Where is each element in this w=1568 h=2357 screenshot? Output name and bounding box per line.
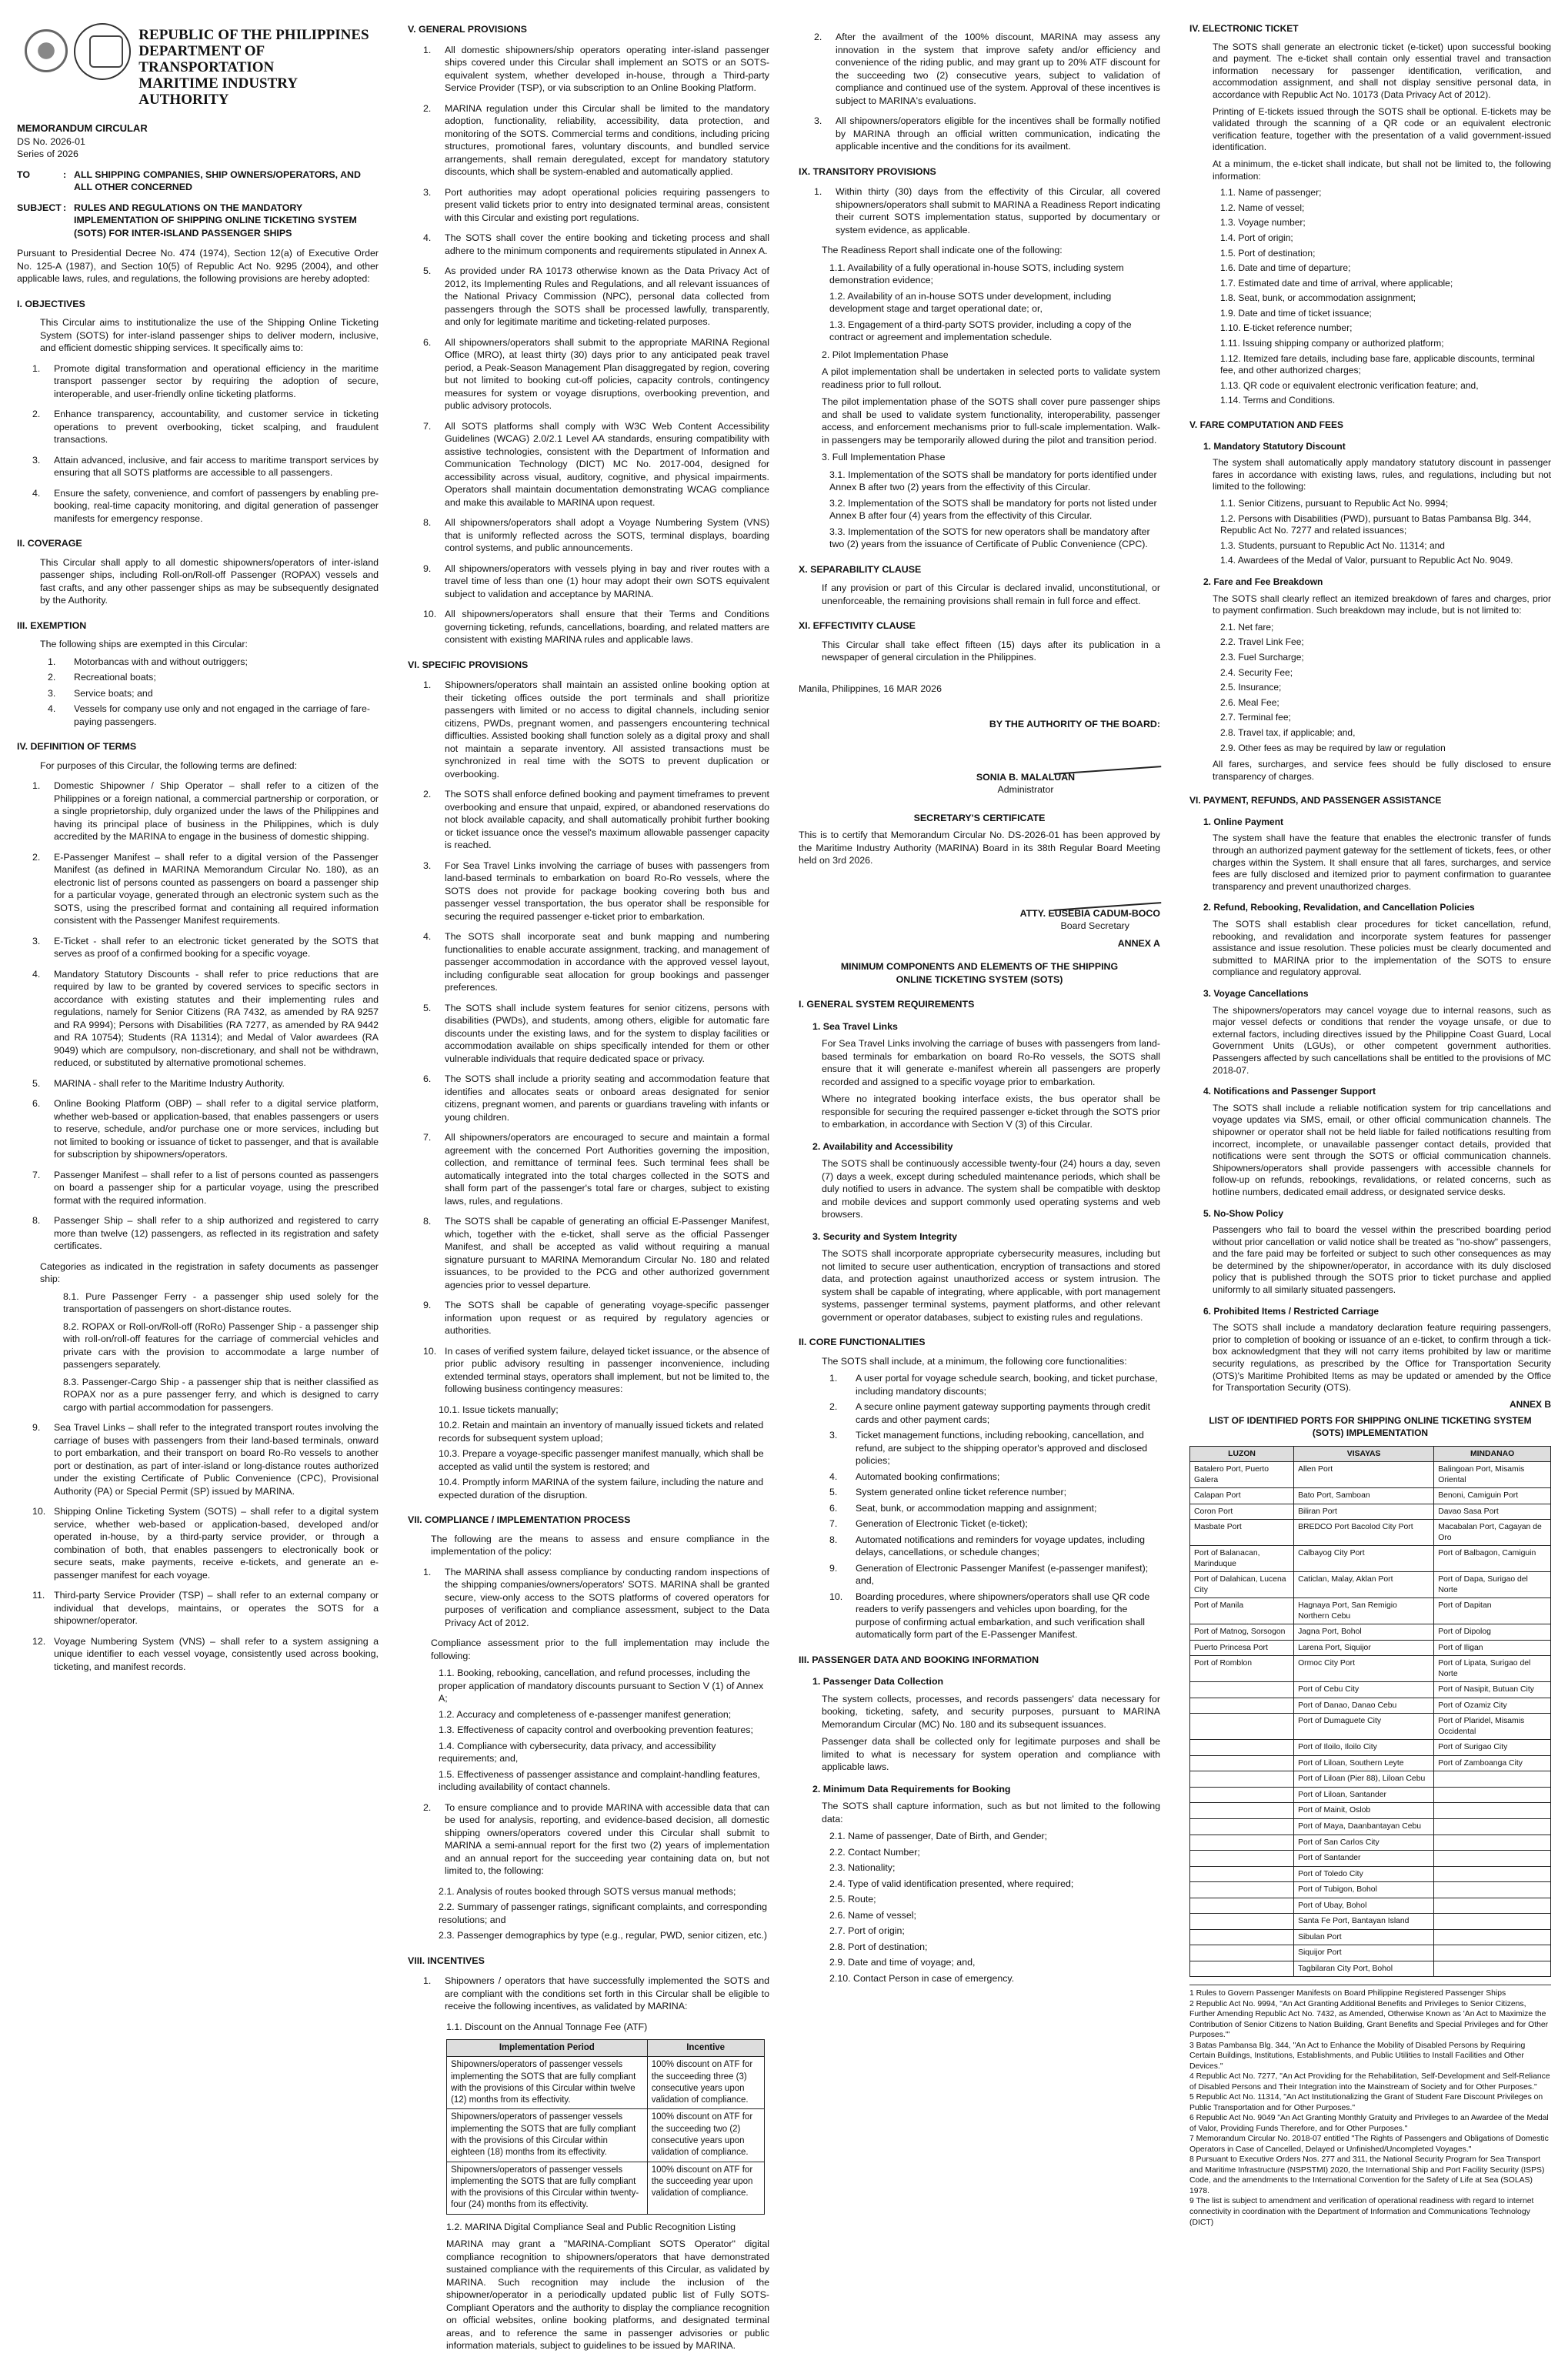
intro-paragraph: Pursuant to Presidential Decree No. 474 (1974), Section 12(a) of Executive Order No. 125-A (1987), and Section 10(5) of Republic Act No. 9295 (2004), and other applicable laws, rules, and regulations, the following provisions are hereby adopted: [17,248,379,285]
port-cell: Port of Balbagon, Camiguin [1434,1546,1551,1572]
port-cell [1190,1682,1294,1698]
atf-incentive-table: Implementation Period Incentive Shipowners/operators of passenger vessels implementing the SOTS that are fully compliant with the provisions of this Circular within twelve (12) months from its effectivity. 100% discount on ATF for the succeeding three (3) consecutive years upon validation of compliance. Shipowners/operators of passenger vessels implementing the SOTS that are fully compliant with the provisions of this Circular within eighteen (18) months from its effectivity. 100% discount on ATF for the succeeding two (2) consecutive years upon validation of compliance. Shipowners/operators of passenger vessels implementing the SOTS that are fully compliant with the provisions of this Circular within twenty-four (24) months from its effectivity. 100% discount on ATF for the succeeding year upon validation of compliance. [446,2039,765,2215]
table-row [1190,1803,1551,1819]
port-cell: Tagbilaran City Port, Bohol [1294,1961,1434,1977]
section-definitions: IV. DEFINITION OF TERMS [17,741,137,753]
port-cell [1190,1851,1294,1867]
port-cell [1434,1961,1551,1977]
port-cell: Port of Maya, Daanbantayan Cebu [1294,1819,1434,1835]
section-general-provisions: V. GENERAL PROVISIONS [408,24,527,35]
port-cell: Port of Dapa, Surigao del Norte [1434,1572,1551,1598]
footnote: 6 Republic Act No. 9049 "An Act Granting Monthly Gratuity and Privileges to an Awardee of the Medal of Valor, Providing Funds Therefore, and for Other Purposes." [1189,2114,1549,2133]
port-cell: Port of Ubay, Bohol [1294,1898,1434,1914]
port-cell: Port of Santander [1294,1851,1434,1867]
port-cell: Bato Port, Samboan [1294,1488,1434,1504]
port-cell: Masbate Port [1190,1520,1294,1546]
table-row [1190,1945,1551,1961]
agency-name: REPUBLIC OF THE PHILIPPINES DEPARTMENT OF TRANSPORTATION MARITIME INDUSTRY AUTHORITY [138,27,369,108]
table-row [1190,1520,1551,1546]
table-row [1190,1714,1551,1740]
table-row [1190,1851,1551,1867]
column-2: V. GENERAL PROVISIONS 1. All domestic shipowners/ship operators operating inter-island passenger ships covered under this Circular shall implement an SOTS or an SOTS-equivalent system, whether developed in-house, through a Third-party Service Provider (TSP), or via subscription to an Online Booking Platform. 2. MARINA regulation under this Circular shall be limited to the mandatory adoption, functionality, reliability, accessibility, data protection, and monitoring of the SOTS. Commercial terms and conditions, including pricing structures, promotional fares, voluntary discounts, and bundled service arrangements, shall remain deregulated, except for mandatory statutory discounts, which shall be system-enabled and automatically applied. 3. Port authorities may adopt operational policies requiring passengers to present valid tickets prior to entry into designated terminal areas, consistent with this Circular and existing port regulations. 4. The SOTS shall cover the entire booking and ticketing process and shall adhere to the minimum components and requirements stipulated in Annex A. 5. As provided under RA 10173 otherwise known as the Data Privacy Act of 2012, its Implementing Rules and Regulations, and all relevant issuances of the National Privacy Commission (NPC), personal data collected from passengers through the SOTS shall be processed lawfully, transparently, and only for legitimate maritime and ticketing-related purposes. 6. All shipowners/operators shall submit to the appropriate MARINA Regional Office (MRO), at least thirty (30) days prior to any anticipated peak travel period, a Peak-Season Management Plan disaggregated by region, covering but not limited to booking cut-off policies, capacity controls, contingency measures for system or voyage disruptions, overbooking prevention, and public advisory protocols. 7. All SOTS platforms shall comply with W3C Web Content Accessibility Guidelines (WCAG) 2.0/2.1 Level AA standards, ensuring compatibility with assistive technologies, consistent with the Department of Information and Communication Technology (DICT) MC No. 2017-004, designed for accessibility across visual, auditory, cognitive, and physical impairments. Operators shall maintain documentation demonstrating WCAG compliance and make this available to MARINA upon request. 8. All shipowners/operators shall adopt a Voyage Numbering System (VNS) that is uniformly reflected across the SOTS, terminal displays, boarding control systems, and public announcements. 9. All shipowners/operators with vessels plying in bay and river routes with a travel time of less than one (1) hour may adopt their own SOTS equivalent subject to validation and acceptance by MARINA. 10. All shipowners/operators shall ensure that their Terms and Conditions governing ticketing, refunds, cancellations, boarding, and related matters are consistent with existing MARINA rules and applicable laws. VI. SPECIFIC PROVISIONS 1. Shipowners/operators shall maintain an assisted online booking option at their ticketing offices outside the port terminals and shall prioritize passengers with limited or no access to digital channels, including senior citizens, PWDs, pregnant women, and passengers encountering technical difficulties. Assisted booking shall function solely as a digital proxy and shall not maintain a separate inventory. All assisted transactions must be synchronized in real time with the SOTS to prevent duplication or overbooking. 2. The SOTS shall enforce defined booking and payment timeframes to prevent overbooking and ensure that unpaid, expired, or abandoned reservations do not block available capacity, and shall automatically prohibit further booking or ticket issuance once the vessel's maximum allowable passenger capacity is reached. 3. For Sea Travel Links involving the carriage of buses with passengers from land-based terminals to embarkation on board Ro-Ro vessels, where the SOTS does not provide for package booking covering both bus and passenger vessel transportation, the bus operator shall be responsible for securing the required passenger e-ticket prior to embarkation. 4. The SOTS shall incorporate seat and bunk mapping and numbering functionalities to enable accurate assignment, tracking, and management of passenger accommodation in accordance with the approved vessel layout, including configurable seat allocation for group bookings and passenger preferences. 5. The SOTS shall include system features for senior citizens, persons with disabilities (PWDs), and students, among others, eligible for automatic fare discounts under the existing laws, and for the system to display facilities or accommodation available on ships specifically intended for them or other vulnerable individuals that require dedicated space or privacy. 6. The SOTS shall include a priority seating and accommodation feature that identifies and allocates seats or onboard areas designated for senior citizens, pregnant women, and parents or guardians traveling with infants or young children. 7. All shipowners/operators are encouraged to secure and maintain a formal agreement with the concerned Port Authorities governing the imposition, collection, and remittance of terminal fees. Such terminal fees shall be automatically integrated into the total charges collected in the SOTS and shall form part of the passenger's total fare or charges, subject to existing laws, rules, and regulations. 8. The SOTS shall be capable of generating an official E-Passenger Manifest, which, together with the e-ticket, shall serve as the official Passenger Manifest, and shall be accepted as valid without requiring a manual signature pursuant to MARINA Memorandum Circular No. 180 and related issuances, to be provided to the PCG and other authorized government agencies prior to vessel departure. 9. The SOTS shall be capable of generating voyage-specific passenger information upon request or as required by regulatory agencies or authorities. 10. In cases of verified system failure, delayed ticket issuance, or the absence of prior public advisory resulting in passenger inconvenience, including extended terminal stays, operators shall implement, but not be limited to, the following business contingency measures: 10.1. Issue tickets manually; 10.2. Retain and maintain an inventory of manually issued tickets and related records for subsequent system upload; 10.3. Prepare a voyage-specific passenger manifest manually, which shall be accepted as valid until the system is restored; and 10.4. Promptly inform MARINA of the system failure, including the nature and expected duration of the disruption. VII. COMPLIANCE / IMPLEMENTATION PROCESS The following are the means to assess and ensure compliance in the implementation of the policy: 1. The MARINA shall assess compliance by conducting random inspections of the shipping companies/owners/operators' SOTS. MARINA shall be granted secure, view-only access to the SOTS platforms of covered operators for purposes of verification and compliance assessment, subject to the Data Privacy Act of 2012. Compliance assessment prior to the full implementation may include the following: 1.1. Booking, rebooking, cancellation, and refund processes, including the proper application of mandatory discounts pursuant to Section V (1) of Annex A; 1.2. Accuracy and completeness of e-passenger manifest generation; 1.3. Effectiveness of capacity control and overbooking prevention features; 1.4. Compliance with cybersecurity, data privacy, and accessibility requirements; and, 1.5. Effectiveness of passenger assistance and complaint-handling features, including availability of contact channels. 2. To ensure compliance and to provide MARINA with accessible data that can be used for analysis, reporting, and evidence-based decision, all domestic shipping owners/operators covered under this Circular shall submit to MARINA a semi-annual report for the first two (2) years of implementation and an annual report for the succeeding year containing data on, but not limited to, the following: 2.1. Analysis of routes booked through SOTS versus manual methods; 2.2. Summary of passenger ratings, significant complaints, and corresponding resolutions; and 2.3. Passenger demographics by type (e.g., regular, PWD, senior citizen, etc.) VIII. INCENTIVES 1. Shipowners / operators that have successfully implemented the SOTS and are compliant with the conditions set forth in this Circular shall be eligible to receive the following incentives, as validated by MARINA: 1.1. Discount on the Annual Tonnage Fee (ATF) Implementation Period Incentive Shipowners/operators of passenger vessels implementing the SOTS that are fully compliant with the provisions of this Circular within twelve (12) months from its effectivity. 100% discount on ATF for the succeeding three (3) consecutive years upon validation of compliance. Shipowners/operators of passenger vessels implementing the SOTS that are fully compliant with the provisions of this Circular within eighteen (18) months from its effectivity. 100% discount on ATF for the succeeding two (2) consecutive years upon validation of compliance. Shipowners/operators of passenger vessels implementing the SOTS that are fully compliant with the provisions of this Circular within twenty-four (24) months from its effectivity. 100% discount on ATF for the succeeding year upon validation of compliance. 1.2. MARINA Digital Compliance Seal and Public Recognition Listing MARINA may grant a "MARINA-Compliant SOTS Operator" digital compliance recognition to shipowners/operators that have demonstrated sustained compliance with the requirements of this Circular, as validated by MARINA. Such recognition may include the inclusion of the shipowner/operator in a periodically updated public list of Fully SOTS-Compliant Operators and the authority to display the compliance recognition on official websites, online booking platforms, and designated terminal areas, and to reference the same in passenger advisories or public information materials, subject to guidelines to be issued by MARINA. [408,24,769,2352]
table-row [1190,1624,1551,1641]
port-cell: Port of Plaridel, Misamis Occidental [1434,1714,1551,1740]
annex-b-title: LIST OF IDENTIFIED PORTS FOR SHIPPING ONLINE TICKETING SYSTEM (SOTS) IMPLEMENTATION [1209,1415,1532,1438]
port-cell: Biliran Port [1294,1504,1434,1520]
port-cell [1190,1929,1294,1945]
port-cell [1434,1866,1551,1882]
port-cell [1190,1819,1294,1835]
port-cell: Hagnaya Port, San Remigio Northern Cebu [1294,1598,1434,1624]
port-cell: Port of Dipolog [1434,1624,1551,1641]
port-cell [1190,1714,1294,1740]
column-1: REPUBLIC OF THE PHILIPPINES DEPARTMENT OF TRANSPORTATION MARITIME INDUSTRY AUTHORITY MEMORANDUM CIRCULAR DS No. 2026-01 Series of 2026 TO : ALL SHIPPING COMPANIES, SHIP OWNERS/OPERATORS, AND ALL OTHER CONCERNED SUBJECT : RULES AND REGULATIONS ON THE MANDATORY IMPLEMENTATION OF SHIPPING ONLINE TICKETING SYSTEM (SOTS) FOR INTER-ISLAND PASSENGER SHIPS Pursuant to Presidential Decree No. 474 (1974), Section 12(a) of Executive Order No. 125-A (1987), and Section 10(5) of Republic Act No. 9295 (2004), and other applicable laws, rules, and regulations, the following provisions are hereby adopted: I. OBJECTIVES This Circular aims to institutionalize the use of the Shipping Online Ticketing System (SOTS) for inter-island passenger ships to deliver modern, inclusive, and efficient domestic shipping services. It specifically aims to: 1. Promote digital transformation and operational efficiency in the maritime transport passenger sector by requiring the adoption of secure, interoperable, and user-friendly online ticketing platforms. 2. Enhance transparency, accountability, and customer service in ticketing operations to prevent overbooking, ticket scalping, and fraudulent transactions. 3. Attain advanced, inclusive, and fair access to maritime transport services by ensuring that all SOTS platforms are accessible to all passengers. 4. Ensure the safety, convenience, and comfort of passengers by enabling pre-booking, real-time capacity monitoring, and digital generation of passenger manifests for emergency response. II. COVERAGE This Circular shall apply to all domestic shipowners/operators of inter-island passenger ships, including Roll-on/Roll-off Passenger (ROPAX) vessels and fast crafts, and any other passenger ships as may be subsequently designated by the Authority. III. EXEMPTION The following ships are exempted in this Circular: 1. Motorbancas with and without outriggers; 2. Recreational boats; 3. Service boats; and 4. Vessels for company use only and not engaged in the carriage of fare-paying passengers. IV. DEFINITION OF TERMS For purposes of this Circular, the following terms are defined: 1. Domestic Shipowner / Ship Operator – shall refer to a citizen of the Philippines or a foreign national, a commercial partnership or corporation, or a single proprietorship, duly organized under the laws of the Philippines and having its principal place of business in the Philippines, which is duly accredited by the MARINA to engage in the business of domestic shipping. 2. E-Passenger Manifest – shall refer to a digital version of the Passenger Manifest (as defined in MARINA Memorandum Circular No. 180), as an electronic list of persons counted as passengers on board a passenger ship for a particular voyage, generated through an electronic system such as the SOTS, using the prescribed format and containing all required information consistent with the Passenger Manifest requirements. 3. E-Ticket - shall refer to an electronic ticket generated by the SOTS that serves as proof of a confirmed booking for a specific voyage. 4. Mandatory Statutory Discounts - shall refer to price reductions that are required by law to be granted by covered services to specific sectors in accordance with existing statutes and their implementing rules and regulations, namely for Senior Citizens (RA 7432, as amended by RA 9257 and RA 9994); Persons with Disabilities (RA 7277, as amended by RA 9442 and RA 10754); Students (RA 11314); and Medal of Valor awardees (RA 9049) which are compulsory, non-discretionary, and shall not be withdrawn, reduced, or substituted by alternative promotional schemes. 5. MARINA - shall refer to the Maritime Industry Authority. 6. Online Booking Platform (OBP) – shall refer to a digital service platform, whether web-based or application-based, that enables passengers or users to reserve, schedule, and/or purchase one or more services, including but not limited to booking or issuance of ticket to passenger, and that is available for subscription by shipowners/operators. 7. Passenger Manifest – shall refer to a list of persons counted as passengers on board a passenger ship for a particular voyage, using the prescribed format with the required information. 8. Passenger Ship – shall refer to a ship authorized and registered to carry more than twelve (12) passengers, as reflected in its registration and safety certificates. Categories as indicated in the registration in safety documents as passenger ship: 8.1. Pure Passenger Ferry - a passenger ship used solely for the transportation of passengers on short-distance routes. 8.2. ROPAX or Roll-on/Roll-off (RoRo) Passenger Ship - a passenger ship with roll-on/roll-off features for the carriage of commercial vehicles and private cars with the provision to accommodate a large number of passengers separately. 8.3. Passenger-Cargo Ship - a passenger ship that is neither classified as ROPAX nor as a pure passenger ferry, and which is designed to carry cargo with partial accommodation for passengers. 9. Sea Travel Links – shall refer to the integrated transport routes involving the carriage of buses with passengers from their land-based terminals, onward to port embarkation, and their transport on board Ro-Ro vessels to another port or destination, as part of inter-island or long-distance routes authorized under the existing Certificate of Public Convenience (CPC), Provisional Authority (PA) or Special Permit (SP) issued by MARINA. 10. Shipping Online Ticketing System (SOTS) – shall refer to a digital system service, whether web-based or application-based, developed and/or operated in-house, by a third-party service provider, or through a combination of both, that enables passengers to electronically book or secure seats, make payments, receive e-tickets, and generate an e-passenger manifest for each voyage. 11. Third-party Service Provider (TSP) – shall refer to an external company or individual that develops, maintains, or operates the SOTS for a shipowner/operator. 12. Voyage Numbering System (VNS) – shall refer to a system assigning a unique identifier to each vessel voyage, consistently used across booking, ticketing, and manifest records. [17,23,379,1681]
table-row [1190,1740,1551,1756]
marina-seal-icon [74,23,132,80]
port-cell [1190,1698,1294,1714]
table-row [1190,1819,1551,1835]
port-cell: Port of Nasipit, Butuan City [1434,1682,1551,1698]
port-cell: Calapan Port [1190,1488,1294,1504]
port-cell: Port of Liloan, Southern Leyte [1294,1755,1434,1771]
port-cell [1190,1914,1294,1930]
port-cell: Calbayog City Port [1294,1546,1434,1572]
port-cell: Sibulan Port [1294,1929,1434,1945]
table-row [1190,1572,1551,1598]
port-cell: Benoni, Camiguin Port [1434,1488,1551,1504]
port-cell [1434,1787,1551,1803]
port-cell [1434,1945,1551,1961]
port-cell: Santa Fe Port, Bantayan Island [1294,1914,1434,1930]
port-cell: Port of Balanacan, Marinduque [1190,1546,1294,1572]
port-cell: Port of Ozamiz City [1434,1698,1551,1714]
table-row [1190,1835,1551,1851]
footnotes [1189,1985,1551,2228]
table-row [1190,1698,1551,1714]
port-cell [1190,1803,1294,1819]
annex-a-title: MINIMUM COMPONENTS AND ELEMENTS OF THE SHIPPING ONLINE TICKETING SYSTEM (SOTS) [840,961,1119,985]
memo-series: Series of 2026 [17,149,78,160]
column-4: IV. ELECTRONIC TICKET The SOTS shall generate an electronic ticket (e-ticket) upon successful booking and payment. The e-ticket shall contain only essential travel and transaction information necessary for passenger identification, verification, and accommodation assignment, and shall not display sensitive personal data, in accordance with Republic Act No. 10173 (Data Privacy Act of 2012). Printing of E-tickets issued through the SOTS shall be optional. E-tickets may be validated through the scanning of a QR code or an equivalent electronic verification feature, together with the presentation of a valid government-issued identification. At a minimum, the e-ticket shall indicate, but shall not be limited to, the following information: 1.1. Name of passenger; 1.2. Name of vessel; 1.3. Voyage number; 1.4. Port of origin; 1.5. Port of destination; 1.6. Date and time of departure; 1.7. Estimated date and time of arrival, where applicable; 1.8. Seat, bunk, or accommodation assignment; 1.9. Date and time of ticket issuance; 1.10. E-ticket reference number; 1.11. Issuing shipping company or authorized platform; 1.12. Itemized fare details, including base fare, applicable discounts, terminal fee, and other authorized charges; 1.13. QR code or equivalent electronic verification feature; and, 1.14. Terms and Conditions. V. FARE COMPUTATION AND FEES 1. Mandatory Statutory Discount The system shall automatically apply mandatory statutory discount in passenger fares in accordance with existing laws, rules, and regulations, including but not limited to the following: 1.1. Senior Citizens, pursuant to Republic Act No. 9994; 1.2. Persons with Disabilities (PWD), pursuant to Batas Pambansa Blg. 344, Republic Act No. 7277 and related issuances; 1.3. Students, pursuant to Republic Act No. 11314; and 1.4. Awardees of the Medal of Valor, pursuant to Republic Act No. 9049. 2. Fare and Fee Breakdown The SOTS shall clearly reflect an itemized breakdown of fares and charges, prior to payment confirmation. Such breakdown may include, but is not limited to: 2.1. Net fare; 2.2. Travel Link Fee; 2.3. Fuel Surcharge; 2.4. Security Fee; 2.5. Insurance; 2.6. Meal Fee; 2.7. Terminal fee; 2.8. Travel tax, if applicable; and, 2.9. Other fees as may be required by law or regulation All fares, surcharges, and service fees should be fully disclosed to ensure transparency of charges. VI. PAYMENT, REFUNDS, AND PASSENGER ASSISTANCE 1. Online Payment The system shall have the feature that enables the electronic transfer of funds through an authorized payment gateway for the settlement of tickets, fees, or other charges within the System. It shall ensure that all fares, surcharges, and service fees are fully disclosed and itemized prior to payment confirmation to guarantee transparency and prevent unauthorized charges. 2. Refund, Rebooking, Revalidation, and Cancellation Policies The SOTS shall establish clear procedures for ticket cancellation, refund, rebooking, and revalidation and incorporate system features for passenger assistance and issue resolution. These policies must be clearly documented and submitted to MARINA prior to the implementation of the SOTS to ensure compliance and regulatory approval. 3. Voyage Cancellations The shipowners/operators may cancel voyage due to internal reasons, such as major vessel defects or conditions that render the voyage unsafe, or due to external factors, including directives issued by the Philippine Coast Guard, Local Government Units (LGUs), or other competent government authorities. Passengers affected by such cancellations shall be entitled to the provisions of MC 2018-07. 4. Notifications and Passenger Support The SOTS shall include a reliable notification system for trip cancellations and voyage updates via SMS, email, or other official communication channels. The shipowner or operator shall not be held liable for failed notifications resulting from incorrect, incomplete, or unavailable passenger contact details, provided that notifications were sent through the SOTS or official communication channels. Shipowners/operators shall provide passengers with accessible channels for follow-up on refunds, rebookings, revalidations, or related concerns, such as hotline numbers, dedicated email address, or designated service desks. 5. No-Show Policy Passengers who fail to board the vessel within the prescribed boarding period without prior cancellation or valid notice shall be treated as "no-show" passengers, and the fare paid may be forfeited or subject to such other consequences as may be determined by the shipowner/operator, in accordance with its duly disclosed policy that is published through the SOTS prior to ticket purchase and applied uniformly to all similarly situated passengers. 6. Prohibited Items / Restricted Carriage The SOTS shall include a mandatory declaration feature requiring passengers, prior to completion of booking or issuance of an e-ticket, to confirm through a tick-box acknowledgment that they will not carry items prohibited by law or maritime security regulations, as prescribed by the Office for Transportation Security (OTS)'s Maritime Prohibited Items as may be updated or amended by the Office for Transportation Security (OTS). ANNEX B LIST OF IDENTIFIED PORTS FOR SHIPPING ONLINE TICKETING SYSTEM (SOTS) IMPLEMENTATION LUZON VISAYAS MINDANAO Batalero Port, Puerto Galera Allen Port Balingoan Port, Misamis Oriental Calapan Port Bato Port, Samboan Benoni, Camiguin Port Coron Port Biliran Port Davao Sasa Port Masbate Port BREDCO Port Bacolod City Port Macabalan Port, Cagayan de Oro Port of Balanacan, Marinduque Calbayog City Port Port of Balbagon, Camiguin Port of Dalahican, Lucena City Caticlan, Malay, Aklan Port Port of Dapa, Surigao del Norte Port of Manila Hagnaya Port, San Remigio Northern Cebu Port of Dapitan Port of Matnog, Sorsogon Jagna Port, Bohol Port of Dipolog Puerto Princesa Port Larena Port, Siquijor Port of Iligan Port of Romblon Ormoc City Port Port of Lipata, Surigao del Norte Port of Cebu City Port of Nasipit, Butuan City Port of Danao, Danao Cebu Port of Ozamiz City Port of Dumaguete City Port of Plaridel, Misamis Occidental Port of Iloilo, Iloilo City Port of Surigao City Port of Liloan, Southern Leyte Port of Zamboanga City Port of Liloan (Pier 88), Liloan Cebu Port of Liloan, Santander Port of Mainit, Oslob Port of Maya, Daanbantayan Cebu Port of San Carlos City Port of Santander Port of Toledo City Port of Tubigon, Bohol Port of Ubay, Bohol Santa Fe Port, Bantayan Island Sibulan Port Siquijor Port Tagbilaran City Port, Bohol 1 Rules to Govern Passenger Manifests on Board Philippine Registered Passenger Ships 2 Republic Act No. 9994, "An Act Granting Additional Benefits and Privileges to Senior Citizens, Further Amending Republic Act No. 7432, as Amended, Otherwise Known as 'An Act to Maximize the Contribution of Senior Citizens to Nation Building, Grant Benefits and Special Privileges and for Other Purposes.'" 3 Batas Pambansa Blg. 344, "An Act to Enhance the Mobility of Disabled Persons by Requiring Certain Buildings, Institutions, Establishments, and Public Utilities to Install Facilities and Other Devices." 4 Republic Act No. 7277, "An Act Providing for the Rehabilitation, Self-Development and Self-Reliance of Disabled Persons and Their Integration into the Mainstream of Society and for Other Purposes." 5 Republic Act No. 11314, "An Act Institutionalizing the Grant of Student Fare Discount Privileges on Public Transportation and for Other Purposes." 6 Republic Act No. 9049 "An Act Granting Monthly Gratuity and Privileges to an Awardee of the Medal of Valor, Providing Funds Therefore, and for Other Purposes." 7 Memorandum Circular No. 2018-07 entitled "The Rights of Passengers and Obligations of Domestic Operators in Case of Cancelled, Delayed or Unfinished/Uncompleted Voyages." 8 Pursuant to Executive Orders Nos. 277 and 311, the National Security Program for Sea Transport and Maritime Infrastructure (NSPSTMI) 2020, the International Ship and Port Facility Security (ISPS) Code, and the amendments to the International Convention for the Safety of Life at Sea (SOLAS) 1978. 9 The list is subject to amendment and verification of operational readiness with regard to internet connectivity in coordination with the Department of Information and Communications Technology (DICT) [1189,23,1551,2227]
table-row [1190,1546,1551,1572]
port-cell [1434,1898,1551,1914]
memo-title: MEMORANDUM CIRCULAR [17,122,148,135]
port-cell: Port of Surigao City [1434,1740,1551,1756]
secretary-signature-icon [1052,871,1162,911]
section-specific-provisions: VI. SPECIFIC PROVISIONS [408,659,529,670]
port-cell: Port of Cebu City [1294,1682,1434,1698]
table-row [1190,1771,1551,1788]
ports-table: LUZON VISAYAS MINDANAO Batalero Port, Puerto Galera Allen Port Balingoan Port, Misamis Oriental Calapan Port Bato Port, Samboan Benoni, Camiguin Port Coron Port Biliran Port Davao Sasa Port Masbate Port BREDCO Port Bacolod City Port Macabalan Port, Cagayan de Oro Port of Balanacan, Marinduque Calbayog City Port Port of Balbagon, Camiguin Port of Dalahican, Lucena City Caticlan, Malay, Aklan Port Port of Dapa, Surigao del Norte Port of Manila Hagnaya Port, San Remigio Northern Cebu Port of Dapitan Port of Matnog, Sorsogon Jagna Port, Bohol Port of Dipolog Puerto Princesa Port Larena Port, Siquijor Port of Iligan Port of Romblon Ormoc City Port Port of Lipata, Surigao del Norte Port of Cebu City Port of Nasipit, Butuan City Port of Danao, Danao Cebu Port of Ozamiz City Port of Dumaguete City Port of Plaridel, Misamis Occidental Port of Iloilo, Iloilo City Port of Surigao City Port of Liloan, Southern Leyte Port of Zamboanga City Port of Liloan (Pier 88), Liloan Cebu Port of Liloan, Santander Port of Mainit, Oslob Port of Maya, Daanbantayan Cebu Port of San Carlos City Port of Santander Port of Toledo City Port of Tubigon, Bohol Port of Ubay, Bohol Santa Fe Port, Bantayan Island Sibulan Port Siquijor Port Tagbilaran City Port, Bohol [1189,1446,1551,1978]
footnote: 5 Republic Act No. 11314, "An Act Institutionalizing the Grant of Student Fare Discount Privileges on Public Transportation and for Other Purposes." [1189,2093,1543,2112]
port-cell: Jagna Port, Bohol [1294,1624,1434,1641]
port-cell: Batalero Port, Puerto Galera [1190,1462,1294,1488]
table-row [1190,1882,1551,1898]
port-cell [1190,1787,1294,1803]
port-cell [1434,1819,1551,1835]
table-row [1190,1929,1551,1945]
table-row [1190,1961,1551,1977]
port-cell [1190,1882,1294,1898]
port-cell: Port of Liloan (Pier 88), Liloan Cebu [1294,1771,1434,1788]
port-cell: Port of Iligan [1434,1640,1551,1656]
to-line: TO : ALL SHIPPING COMPANIES, SHIP OWNERS/OPERATORS, AND ALL OTHER CONCERNED [17,169,361,193]
port-cell [1190,1961,1294,1977]
footnote: 2 Republic Act No. 9994, "An Act Granting Additional Benefits and Privileges to Senior Citizens, Further Amending Republic Act No. 7432, as Amended, Otherwise Known as 'An Act to Maximize the Contribution of Senior Citizens to Nation Building, Grant Benefits and Special Privileges and for Other Purposes.'" [1189,1999,1549,2040]
memo-number: DS No. 2026-01 [17,135,85,147]
port-cell: Caticlan, Malay, Aklan Port [1294,1572,1434,1598]
table-row [1190,1656,1551,1682]
port-cell: Port of Tubigon, Bohol [1294,1882,1434,1898]
port-cell [1434,1771,1551,1788]
port-cell: Port of San Carlos City [1294,1835,1434,1851]
letterhead [17,23,379,108]
port-cell: Port of Matnog, Sorsogon [1190,1624,1294,1641]
port-cell [1434,1803,1551,1819]
port-cell [1434,1929,1551,1945]
table-row [1190,1504,1551,1520]
table-row [1190,1787,1551,1803]
port-cell: Port of Dumaguete City [1294,1714,1434,1740]
table-row [1190,1682,1551,1698]
place-date: Manila, Philippines, 16 MAR 2026 [799,683,942,694]
table-row [1190,1755,1551,1771]
port-cell: Macabalan Port, Cagayan de Oro [1434,1520,1551,1546]
port-cell: Larena Port, Siquijor [1294,1640,1434,1656]
port-cell: Port of Iloilo, Iloilo City [1294,1740,1434,1756]
table-row [1190,1488,1551,1504]
footnote: 8 Pursuant to Executive Orders Nos. 277 and 311, the National Security Program for Sea Transport and Maritime Infrastructure (NSPSTMI) 2020, the International Ship and Port Facility Security (ISPS) Code, and the amendments to the International Convention for the Safety of Life at Sea (SOLAS) 1978. [1189,2155,1545,2195]
port-cell: Port of Lipata, Surigao del Norte [1434,1656,1551,1682]
section-incentives: VIII. INCENTIVES [408,1955,485,1966]
bagong-pilipinas-logo-icon [17,23,66,77]
port-cell: Davao Sasa Port [1434,1504,1551,1520]
port-cell [1434,1882,1551,1898]
port-cell [1190,1866,1294,1882]
port-cell: BREDCO Port Bacolod City Port [1294,1520,1434,1546]
port-cell: Port of Mainit, Oslob [1294,1803,1434,1819]
port-cell: Port of Dapitan [1434,1598,1551,1624]
table-row [1190,1598,1551,1624]
port-cell: Coron Port [1190,1504,1294,1520]
port-cell: Port of Toledo City [1294,1866,1434,1882]
section-compliance: VII. COMPLIANCE / IMPLEMENTATION PROCESS [408,1514,631,1525]
table-row [1190,1866,1551,1882]
secretary-certificate: This is to certify that Memorandum Circular No. DS-2026-01 has been approved by the Maritime Industry Authority (MARINA) Board in its 38th Regular Board Meeting held on 3rd 2026. [799,830,1160,866]
port-cell: Port of Romblon [1190,1656,1294,1682]
table-row [1190,1898,1551,1914]
table-row [1190,1462,1551,1488]
section-objectives: I. OBJECTIVES [17,298,85,309]
section-separability: X. SEPARABILITY CLAUSE [799,563,922,575]
port-cell: Port of Dalahican, Lucena City [1190,1572,1294,1598]
section-effectivity: XI. EFFECTIVITY CLAUSE [799,620,916,631]
subject-line: SUBJECT : RULES AND REGULATIONS ON THE MANDATORY IMPLEMENTATION OF SHIPPING ONLINE TICKETING SYSTEM (SOTS) FOR INTER-ISLAND PASSENGER SHIPS [17,202,357,239]
footnote: 3 Batas Pambansa Blg. 344, "An Act to Enhance the Mobility of Disabled Persons by Requiring Certain Buildings, Institutions, Establishments, and Public Utilities to Install Facilities and Other Devices." [1189,2041,1526,2071]
port-cell [1190,1740,1294,1756]
port-cell: Ormoc City Port [1294,1656,1434,1682]
port-cell: Port of Zamboanga City [1434,1755,1551,1771]
port-cell [1190,1835,1294,1851]
port-cell [1434,1835,1551,1851]
port-cell: Siquijor Port [1294,1945,1434,1961]
footnote: 9 The list is subject to amendment and verification of operational readiness with regard to internet connectivity in coordination with the Department of Information and Communications Technology (DICT) [1189,2197,1534,2227]
port-cell: Port of Manila [1190,1598,1294,1624]
admin-signature-icon [1052,735,1162,775]
port-cell [1434,1851,1551,1867]
section-exemption: III. EXEMPTION [17,619,87,631]
table-row [1190,1914,1551,1930]
port-cell [1434,1914,1551,1930]
port-cell: Port of Danao, Danao Cebu [1294,1698,1434,1714]
port-cell: Port of Liloan, Santander [1294,1787,1434,1803]
column-3: 2. After the availment of the 100% discount, MARINA may assess any innovation in the system that improve safety and/or efficiency and convenience of the riding public, and may grant up to 20% ATF discount for the succeeding two (2) consecutive years, subject to validation of compliance and continued use of the system. Approval of these incentives is subject to MARINA's evaluations. 3. All shipowners/operators eligible for the incentives shall be formally notified by MARINA through an official written communication, indicating the applicable incentive and the conditions for its availment. IX. TRANSITORY PROVISIONS 1. Within thirty (30) days from the effectivity of this Circular, all covered shipowners/operators shall submit to MARINA a Readiness Report indicating their current SOTS implementation status, supported by documentary or system evidence, as applicable. The Readiness Report shall indicate one of the following: 1.1. Availability of a fully operational in-house SOTS, including system demonstration evidence; 1.2. Availability of an in-house SOTS under development, including development stage and target operational date; or, 1.3. Engagement of a third-party SOTS provider, including a copy of the contract or agreement and implementation schedule. 2. Pilot Implementation Phase A pilot implementation shall be undertaken in selected ports to validate system readiness prior to full rollout. The pilot implementation phase of the SOTS shall cover pure passenger ships and shall be used to validate system functionality, interoperability, passenger access, and enforcement mechanisms prior to full-scale implementation. Walk-in passengers may be temporarily allowed during the pilot and transition period. 3. Full Implementation Phase 3.1. Implementation of the SOTS shall be mandatory for ports identified under Annex B after two (2) years from the effectivity of this Circular. 3.2. Implementation of the SOTS shall be mandatory for ports not listed under Annex B after four (4) years from the effectivity of this Circular. 3.3. Implementation of the SOTS for new operators shall be mandatory after two (2) years from the issuance of Certificate of Public Convenience (CPC). X. SEPARABILITY CLAUSE If any provision or part of this Circular is declared invalid, unconstitutional, or unenforceable, the remaining provisions shall remain in full force and effect. XI. EFFECTIVITY CLAUSE This Circular shall take effect fifteen (15) days after its publication in a newspaper of general circulation in the Philippines. Manila, Philippines, 16 MAR 2026 BY THE AUTHORITY OF THE BOARD: SONIA B. MALALUAN Administrator SECRETARY'S CERTIFICATE This is to certify that Memorandum Circular No. DS-2026-01 has been approved by the Maritime Industry Authority (MARINA) Board in its 38th Regular Board Meeting held on 3rd 2026. ATTY. EUSEBIA CADUM-BOCO Board Secretary ANNEX A MINIMUM COMPONENTS AND ELEMENTS OF THE SHIPPING ONLINE TICKETING SYSTEM (SOTS) I. GENERAL SYSTEM REQUIREMENTS 1. Sea Travel Links For Sea Travel Links involving the carriage of buses with passengers from land-based terminals for embarkation on board Ro-Ro vessels, the SOTS shall ensure that it will generate e-manifest wherein all passengers are properly recorded and assigned to a specific voyage prior to embarkation. Where no integrated booking interface exists, the bus operator shall be responsible for securing the required passenger e-ticket through the SOTS prior to embarkation, in accordance with Section V (3) of this Circular. 2. Availability and Accessibility The SOTS shall be continuously accessible twenty-four (24) hours a day, seven (7) days a week, except during scheduled maintenance periods, which shall be duly notified to users in advance. The system shall be compatible with desktop and mobile devices and support commonly used operating systems and web browsers. 3. Security and System Integrity The SOTS shall incorporate appropriate cybersecurity measures, including but not limited to secure user authentication, encryption of transactions and stored data, and protection against unauthorized access or system intrusion. The system shall be capable of integrating, where applicable, with port management systems, passenger terminal systems, payment platforms, and other relevant government or operator databases, subject to existing rules and regulations. II. CORE FUNCTIONALITIES The SOTS shall include, at a minimum, the following core functionalities: 1. A user portal for voyage schedule search, booking, and ticket purchase, including mandatory discounts; 2. A secure online payment gateway supporting payments through credit cards and other payment cards; 3. Ticket management functions, including rebooking, cancellation, and refund, are subject to the shipping operator's approved and disclosed policies; 4. Automated booking confirmations; 5. System generated online ticket reference number; 6. Seat, bunk, or accommodation mapping and assignment; 7. Generation of Electronic Ticket (e-ticket); 8. Automated notifications and reminders for voyage updates, including delays, cancellations, or schedule changes; 9. Generation of Electronic Passenger Manifest (e-passenger manifest); and, 10. Boarding procedures, where shipowners/operators shall use QR code readers to verify passengers and vehicles upon boarding, for the purpose of confirming actual embarkation, and such verification shall automatically form part of the E-Passenger Manifest. III. PASSENGER DATA AND BOOKING INFORMATION 1. Passenger Data Collection The system collects, processes, and records passengers' data necessary for booking, ticketing, safety, and security purposes, pursuant to MARINA Memorandum Circular (MC) No. 180 and its subsequent issuances. Passenger data shall be collected only for legitimate purposes and shall be limited to what is necessary for system operation and compliance with applicable laws. 2. Minimum Data Requirements for Booking The SOTS shall capture information, such as but not limited to the following data: 2.1. Name of passenger, Date of Birth, and Gender; 2.2. Contact Number; 2.3. Nationality; 2.4. Type of valid identification presented, where required; 2.5. Route; 2.6. Name of vessel; 2.7. Port of origin; 2.8. Port of destination; 2.9. Date and time of voyage; and, 2.10. Contact Person in case of emergency. [799,32,1160,1984]
port-cell [1190,1755,1294,1771]
table-row [1190,1640,1551,1656]
section-coverage: II. COVERAGE [17,538,82,549]
footnote: 4 Republic Act No. 7277, "An Act Providing for the Rehabilitation, Self-Development and Self-Reliance of Disabled Persons and Their Integration into the Mainstream of Society and for Other Purposes." [1189,2072,1550,2092]
port-cell [1190,1898,1294,1914]
footnote: 1 Rules to Govern Passenger Manifests on Board Philippine Registered Passenger Ships [1189,1989,1506,1998]
port-cell: Balingoan Port, Misamis Oriental [1434,1462,1551,1488]
port-cell: Puerto Princesa Port [1190,1640,1294,1656]
port-cell: Allen Port [1294,1462,1434,1488]
section-transitory: IX. TRANSITORY PROVISIONS [799,165,936,177]
port-cell [1190,1945,1294,1961]
port-cell [1190,1771,1294,1788]
footnote: 7 Memorandum Circular No. 2018-07 entitled "The Rights of Passengers and Obligations of Domestic Operators in Case of Cancelled, Delayed or Unfinished/Uncompleted Voyages." [1189,2135,1549,2154]
